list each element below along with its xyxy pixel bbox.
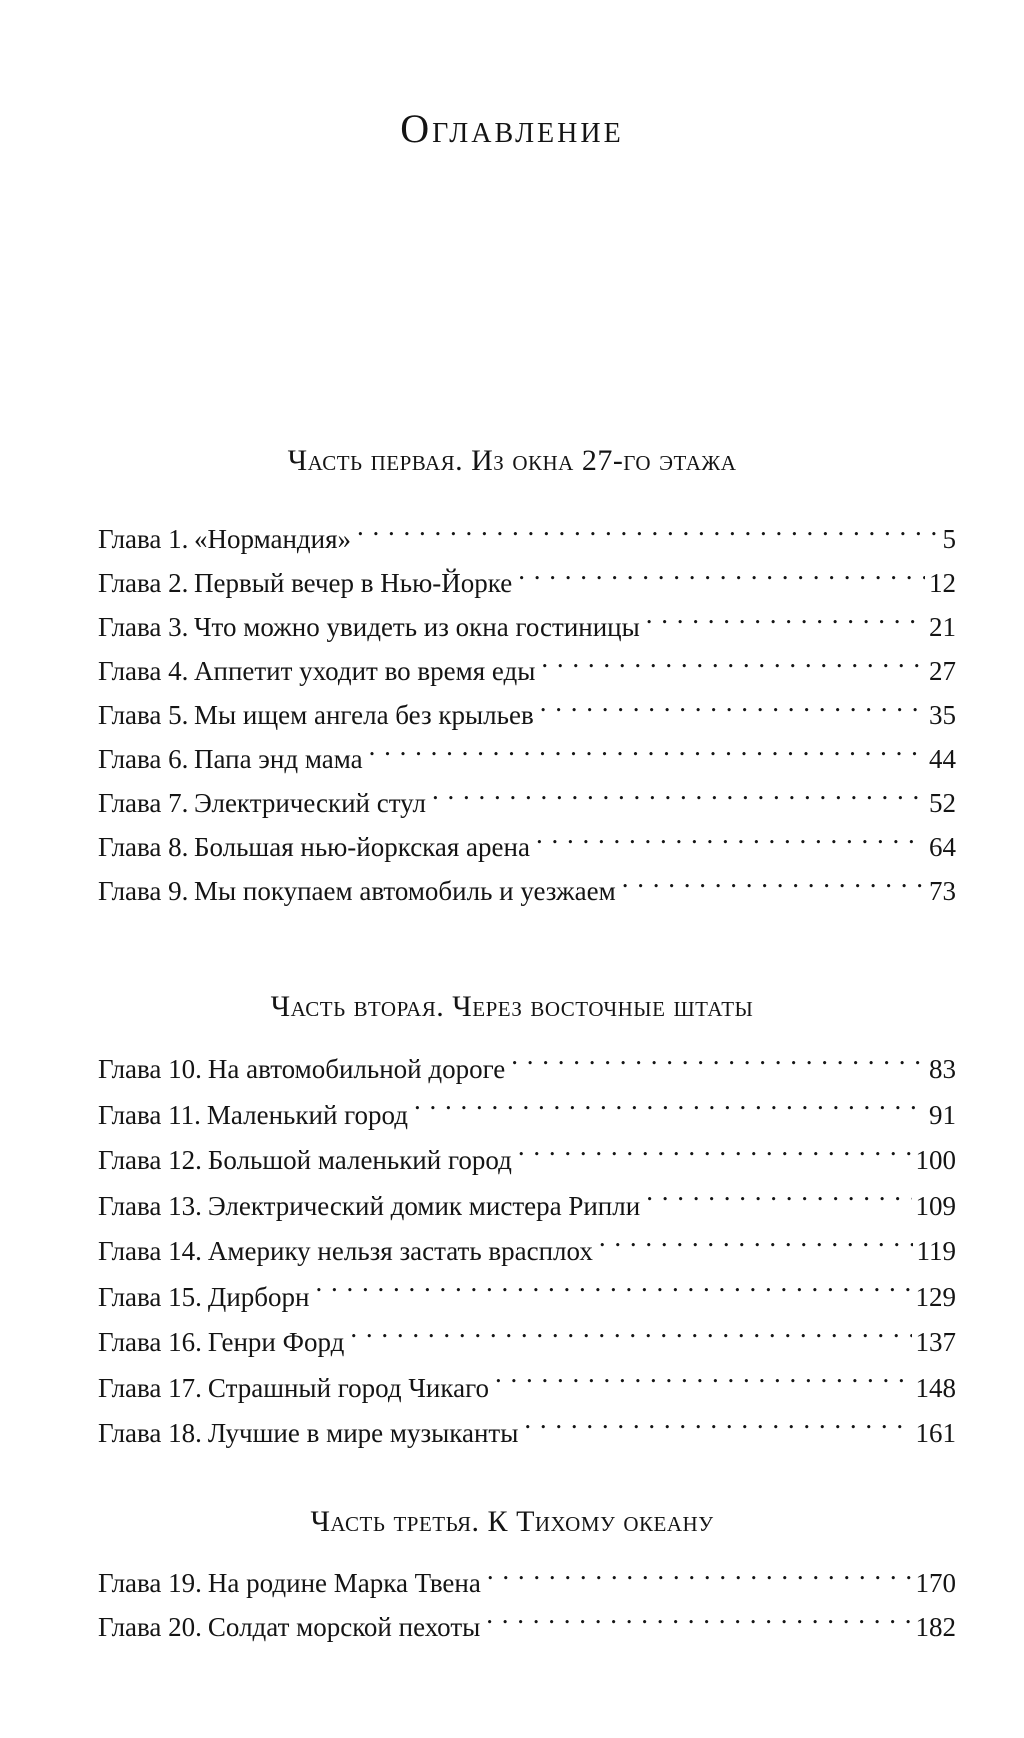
toc-entry bbox=[98, 781, 956, 825]
page-number: 12 bbox=[929, 568, 956, 598]
chapter-title: Что можно увидеть из окна гостиницы bbox=[194, 612, 640, 642]
dot-leader bbox=[646, 609, 925, 636]
page-number: 27 bbox=[929, 656, 956, 686]
dot-leader bbox=[350, 1324, 911, 1351]
toc-entry bbox=[98, 561, 956, 605]
toc-entry bbox=[98, 1229, 956, 1275]
toc-list-part-3 bbox=[98, 1561, 956, 1649]
page-number: 109 bbox=[915, 1190, 956, 1221]
page-number: 170 bbox=[915, 1568, 956, 1598]
dot-leader bbox=[487, 1565, 912, 1592]
chapter-label: Глава 3. bbox=[98, 612, 189, 642]
chapter-label: Глава 18. bbox=[98, 1418, 202, 1448]
toc-entry bbox=[98, 649, 956, 693]
chapter-label: Глава 8. bbox=[98, 832, 189, 862]
chapter-title: Большая нью-йоркская арена bbox=[194, 832, 530, 862]
toc-entry bbox=[98, 1561, 956, 1605]
dot-leader bbox=[518, 565, 925, 592]
part-heading-1: Часть первая. Из окна 27-го этажа bbox=[287, 444, 737, 477]
toc-list-part-2 bbox=[98, 1047, 956, 1457]
chapter-title: Маленький город bbox=[206, 1099, 408, 1130]
part-heading-3: Часть третья. К Тихому океану bbox=[310, 1505, 714, 1538]
chapter-label: Глава 6. bbox=[98, 744, 189, 774]
chapter-label: Глава 20. bbox=[98, 1612, 202, 1642]
chapter-title: Генри Форд bbox=[207, 1327, 345, 1357]
chapter-title: Мы покупаем автомобиль и уезжаем bbox=[194, 876, 616, 906]
chapter-title: Страшный город Чикаго bbox=[207, 1372, 489, 1403]
dot-leader bbox=[622, 873, 925, 900]
dot-leader bbox=[495, 1370, 912, 1397]
toc-entry bbox=[98, 605, 956, 649]
chapter-label: Глава 2. bbox=[98, 568, 189, 598]
chapter-title: Папа энд мама bbox=[194, 744, 363, 774]
page-number: 44 bbox=[929, 744, 956, 774]
toc-entry bbox=[98, 1366, 956, 1412]
chapter-label: Глава 16. bbox=[98, 1327, 202, 1357]
chapter-label: Глава 13. bbox=[98, 1190, 202, 1221]
dot-leader bbox=[486, 1609, 911, 1636]
chapter-title: Лучшие в мире музыканты bbox=[207, 1418, 519, 1448]
toc-entry bbox=[98, 693, 956, 737]
chapter-title: На автомобильной дороге bbox=[207, 1054, 506, 1084]
chapter-label: Глава 19. bbox=[98, 1568, 202, 1598]
chapter-label: Глава 12. bbox=[98, 1145, 202, 1175]
chapter-title: Электрический стул bbox=[194, 788, 426, 818]
dot-leader bbox=[414, 1097, 925, 1124]
chapter-label: Глава 10. bbox=[98, 1054, 202, 1084]
toc-entry bbox=[98, 737, 956, 781]
dot-leader bbox=[432, 785, 925, 812]
dot-leader bbox=[369, 741, 925, 768]
chapter-label: Глава 11. bbox=[98, 1099, 201, 1130]
toc-entry bbox=[98, 1275, 956, 1321]
page-number: 83 bbox=[929, 1054, 956, 1084]
page-number: 64 bbox=[929, 832, 956, 862]
dot-leader bbox=[315, 1279, 911, 1306]
toc-list-part-1 bbox=[98, 517, 956, 913]
toc-entry bbox=[98, 517, 956, 561]
page-number: 91 bbox=[929, 1099, 956, 1130]
dot-leader bbox=[646, 1188, 911, 1215]
page-number: 137 bbox=[915, 1327, 956, 1357]
toc-entry bbox=[98, 1047, 956, 1093]
dot-leader bbox=[511, 1051, 925, 1078]
page-number: 73 bbox=[929, 876, 956, 906]
toc-entry bbox=[98, 869, 956, 913]
dot-leader bbox=[540, 697, 925, 724]
page-number: 161 bbox=[915, 1418, 956, 1448]
dot-leader bbox=[524, 1415, 911, 1442]
chapter-label: Глава 17. bbox=[98, 1372, 202, 1403]
chapter-label: Глава 1. bbox=[98, 524, 189, 554]
chapter-title: Солдат морской пехоты bbox=[207, 1612, 481, 1642]
page-number: 148 bbox=[915, 1372, 956, 1403]
chapter-title: Большой маленький город bbox=[207, 1145, 512, 1175]
chapter-label: Глава 7. bbox=[98, 788, 189, 818]
chapter-title: Дирборн bbox=[207, 1281, 310, 1312]
toc-entry bbox=[98, 1605, 956, 1649]
chapter-title: На родине Марка Твена bbox=[207, 1568, 481, 1598]
chapter-title: Мы ищем ангела без крыльев bbox=[194, 700, 534, 730]
page-number: 129 bbox=[915, 1281, 956, 1312]
dot-leader bbox=[536, 829, 925, 856]
chapter-title: Аппетит уходит во время еды bbox=[194, 656, 536, 686]
chapter-label: Глава 9. bbox=[98, 876, 189, 906]
page-title: Оглавление bbox=[400, 106, 624, 151]
page-number: 119 bbox=[916, 1236, 956, 1266]
page-number: 100 bbox=[915, 1145, 956, 1175]
chapter-label: Глава 4. bbox=[98, 656, 189, 686]
toc-entry bbox=[98, 1138, 956, 1184]
toc-entry bbox=[98, 1320, 956, 1366]
toc-entry bbox=[98, 825, 956, 869]
chapter-title: Электрический домик мистера Рипли bbox=[207, 1190, 641, 1221]
page-number: 182 bbox=[915, 1612, 956, 1642]
toc-entry bbox=[98, 1184, 956, 1230]
chapter-label: Глава 5. bbox=[98, 700, 189, 730]
dot-leader bbox=[518, 1142, 912, 1169]
toc-entry bbox=[98, 1093, 956, 1139]
chapter-title: Первый вечер в Нью-Йорке bbox=[194, 568, 513, 598]
page-number: 5 bbox=[942, 524, 956, 554]
chapter-title: «Нормандия» bbox=[194, 524, 352, 554]
dot-leader bbox=[599, 1233, 913, 1260]
page-number: 35 bbox=[929, 700, 956, 730]
toc-entry bbox=[98, 1411, 956, 1457]
part-heading-2: Часть вторая. Через восточные штаты bbox=[270, 990, 754, 1023]
chapter-title: Америку нельзя застать врасплох bbox=[207, 1236, 593, 1266]
chapter-label: Глава 15. bbox=[98, 1281, 202, 1312]
dot-leader bbox=[541, 653, 925, 680]
page-number: 52 bbox=[929, 788, 956, 818]
page-number: 21 bbox=[929, 612, 956, 642]
chapter-label: Глава 14. bbox=[98, 1236, 202, 1266]
dot-leader bbox=[357, 521, 938, 548]
